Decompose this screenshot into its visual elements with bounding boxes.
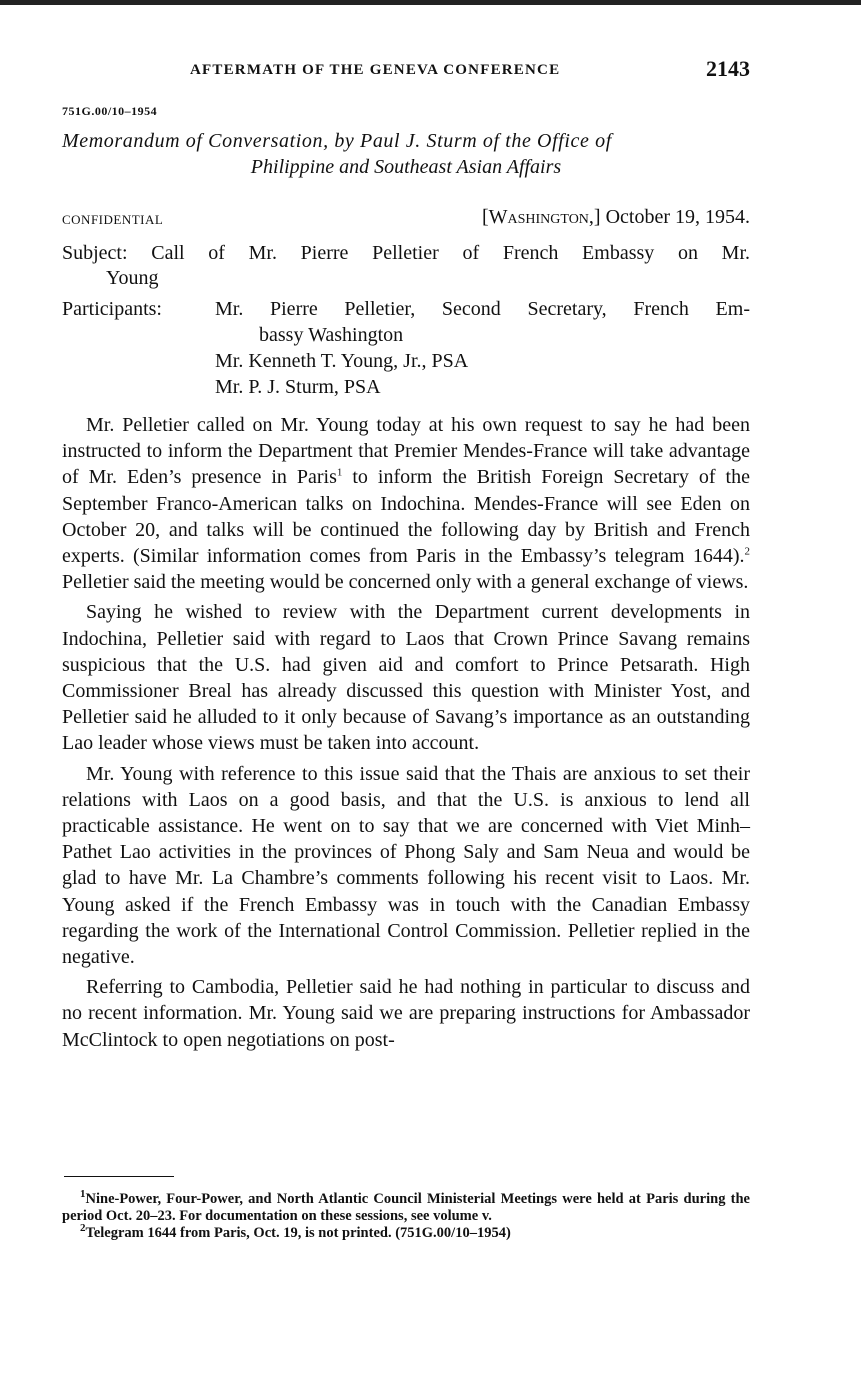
subject-line-2: Young (106, 267, 159, 289)
classification-label: CONFIDENTIAL (62, 212, 164, 227)
footnote-ref-1[interactable]: 1 (336, 466, 343, 479)
paragraph-1-part-c: Pelletier said the meeting would be concerned only with a general exchange of views. (62, 571, 749, 594)
page-top-border (0, 0, 861, 5)
classification-dateline (62, 206, 750, 234)
body-paragraph-2: Saying he wished to review with the Department current developments in Indochina, Pelletier said with regard to Laos that Crown Prince Savang remains suspicious that the U.S. had given aid and comfort to Prince Petsarath. High Commissioner Breal has already discussed this question with Minister Yost, and Pelletier said he alluded to it only because of Savang’s importance as an outstanding Lao leader whose views must be taken into account. (62, 601, 750, 755)
participant-1-line-2: bassy Washington (259, 324, 404, 346)
file-reference: 751G.00/10–1954 (62, 104, 158, 118)
footnote-1 (62, 1188, 750, 1225)
document-title (62, 128, 750, 180)
footnotes (62, 1188, 750, 1242)
paragraph-1-part-a: Mr. Pelletier called on Mr. Young today at his own request to say he had been instructed to inform the Department that Premier Mendes-France will take advantage of Mr. Eden’s presence in Paris (62, 414, 750, 489)
participant-1-line-1: Mr. Pierre Pelletier, Second Secretary, French Em- (215, 298, 750, 320)
subject-block (62, 241, 750, 291)
footnote-1-number: 1 (80, 1188, 86, 1201)
participant-2: Mr. Kenneth T. Young, Jr., PSA (215, 350, 469, 372)
footnote-2 (62, 1222, 750, 1242)
subject-line-1 (62, 241, 750, 266)
page-number: 2143 (706, 56, 750, 81)
document-title-line-1: Memorandum of Conversation, by Paul J. Sturm of the Office of (62, 130, 612, 152)
footnote-2-number: 2 (80, 1222, 86, 1235)
body-paragraph-1 (62, 412, 750, 595)
dateline-place: [Washington,] (481, 206, 601, 228)
subject-label: Subject: (62, 242, 128, 264)
body-paragraph-4: Referring to Cambodia, Pelletier said he had nothing in particular to discuss and no recent information. Mr. Young said we are preparing instructions for Ambassador McClintock to open negotiations on post- (62, 976, 750, 1051)
dateline-date: October 19, 1954. (605, 206, 750, 228)
subject-text-1: Call of Mr. Pierre Pelletier of French Embassy on Mr. (151, 242, 751, 264)
document-title-line-2: Philippine and Southeast Asian Affairs (250, 156, 562, 178)
dateline (482, 206, 750, 229)
participants-list (215, 296, 750, 400)
footnote-2-text: Telegram 1644 from Paris, Oct. 19, is not printed. (751G.00/10–1954) (85, 1225, 511, 1241)
paragraph-1-part-b: to inform the British Foreign Secretary of the September Franco-American talks on Indochina. Mendes-France will see Eden on October 20, and talks will be continued the following day by British and French experts. (Similar information comes from Paris in the Embassy’s telegram 1644). (62, 466, 750, 568)
running-head (62, 58, 750, 88)
participants-label: Participants: (62, 298, 162, 320)
footnote-ref-2[interactable]: 2 (744, 545, 750, 558)
footnote-divider (64, 1176, 174, 1177)
footnote-1-text: Nine-Power, Four-Power, and North Atlantic Council Ministerial Meetings were held at Paris during the period Oct. 20–23. For documentation on these sessions, see volume v. (62, 1191, 750, 1224)
running-title: AFTERMATH OF THE GENEVA CONFERENCE (190, 62, 561, 78)
body-paragraph-3: Mr. Young with reference to this issue said that the Thais are anxious to set their relations with Laos on a good basis, and that the U.S. is anxious to lend all practicable assistance. He went on to say that we are concerned with Viet Minh–Pathet Lao activities in the provinces of Phong Saly and Sam Neua and would be glad to have Mr. La Chambre’s comments following his recent visit to Laos. Mr. Young asked if the French Embassy was in touch with the Canadian Embassy regarding the work of the International Control Commission. Pelletier replied in the negative. (62, 762, 750, 969)
memorandum-body (62, 412, 750, 1057)
participant-3: Mr. P. J. Sturm, PSA (215, 376, 381, 398)
